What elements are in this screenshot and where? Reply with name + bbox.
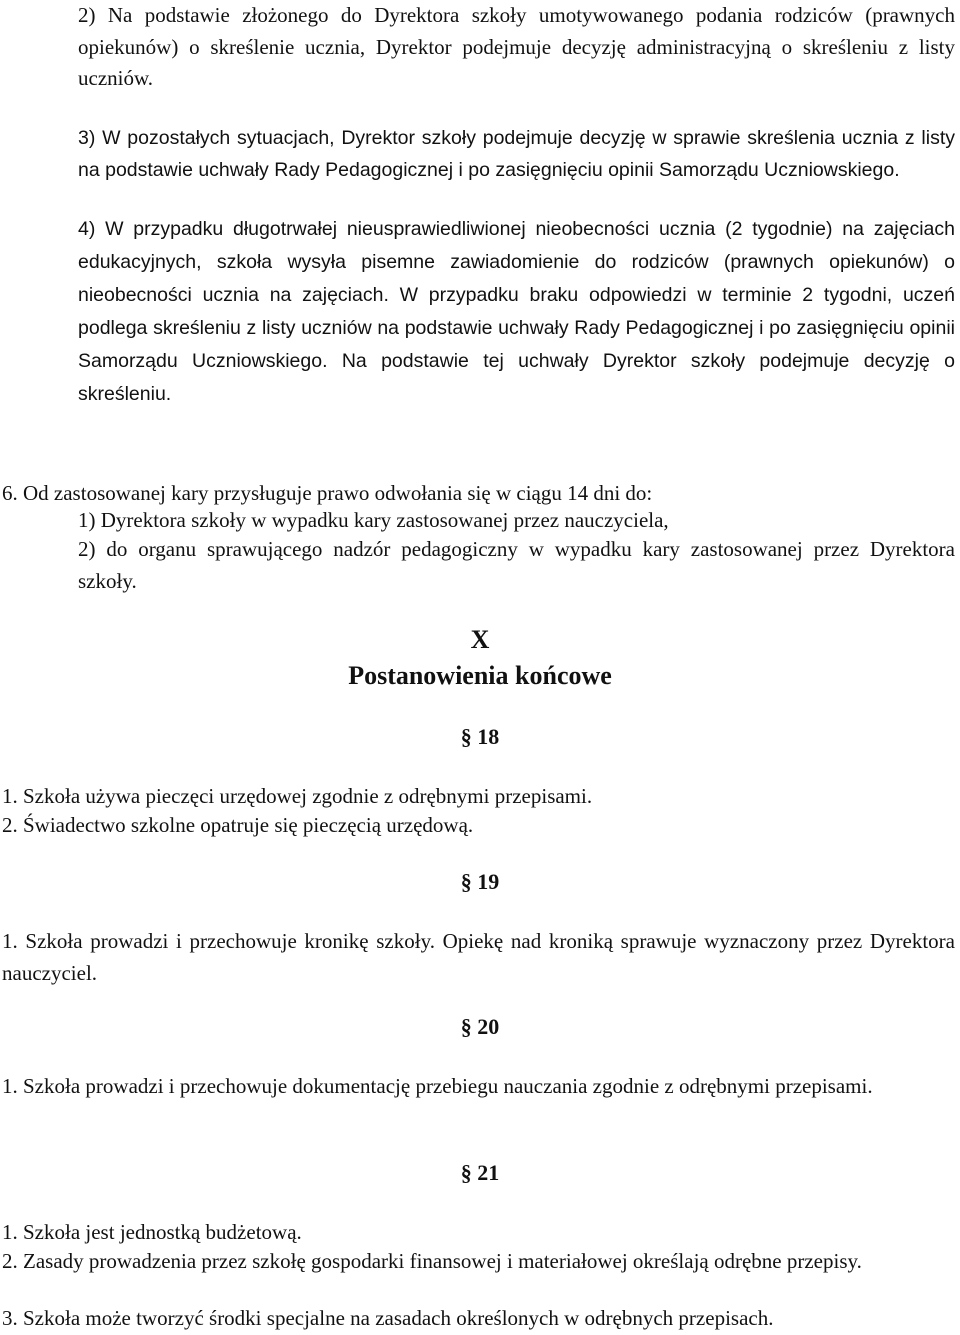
point-6-item-1: 1) Dyrektora szkoły w wypadku kary zastosowanej przez nauczyciela,	[78, 508, 669, 532]
section-19-item-1: 1. Szkoła prowadzi i przechowuje kronikę szkoły. Opiekę nad kroniką sprawuje wyznaczony przez Dyrektora nauczyciel.	[2, 929, 955, 985]
section-18-item-2: 2. Świadectwo szkolne opatruje się pieczęcią urzędową.	[2, 813, 474, 837]
section-21-item-1: 1. Szkoła jest jednostką budżetową.	[2, 1220, 302, 1244]
chapter-title: Postanowienia końcowe	[348, 661, 612, 690]
point-6-item-2: 2) do organu sprawującego nadzór pedagogiczny w wypadku kary zastosowanej przez Dyrektora szkoły.	[78, 537, 955, 593]
section-21-item-3: 3. Szkoła może tworzyć środki specjalne na zasadach określonych w odrębnych przepisach.	[2, 1306, 774, 1330]
point-6-intro: 6. Od zastosowanej kary przysługuje prawo odwołania się w ciągu 14 dni do:	[2, 481, 653, 505]
paragraph-2: 2) Na podstawie złożonego do Dyrektora szkoły umotywowanego podania rodziców (prawnych opiekunów) o skreślenie ucznia, Dyrektor podejmuje decyzję administracyjną o skreśleniu z listy uczniów.	[78, 3, 955, 90]
paragraph-3: 3) W pozostałych sytuacjach, Dyrektor szkoły podejmuje decyzję w sprawie skreślenia ucznia z listy na podstawie uchwały Rady Pedagogicznej i po zasięgnięciu opinii Samorządu Uczniowskiego.	[78, 127, 955, 181]
chapter-number: X	[470, 625, 490, 654]
section-19-heading: § 19	[460, 869, 500, 894]
section-20-item-1: 1. Szkoła prowadzi i przechowuje dokumentację przebiegu nauczania zgodnie z odrębnymi przepisami.	[2, 1074, 873, 1098]
section-21-heading: § 21	[460, 1160, 500, 1185]
paragraph-4: 4) W przypadku długotrwałej nieusprawiedliwionej nieobecności ucznia (2 tygodnie) na zajęciach edukacyjnych, szkoła wysyła pisemne zawiadomienie do rodziców (prawnych opiekunów) o nieobecności ucznia na zajęciach. W przypadku braku odpowiedzi w terminie 2 tygodni, uczeń podlega skreśleniu z listy uczniów na podstawie uchwały Rady Pedagogicznej i po zasięgnięciu opinii Samorządu Uczniowskiego. Na podstawie tej uchwały Dyrektor szkoły podejmuje decyzję o skreśleniu.	[78, 218, 955, 405]
section-21-item-2: 2. Zasady prowadzenia przez szkołę gospodarki finansowej i materiałowej określają odrębne przepisy.	[2, 1249, 862, 1273]
section-18-heading: § 18	[460, 724, 500, 749]
section-20-heading: § 20	[460, 1014, 500, 1039]
section-18-item-1: 1. Szkoła używa pieczęci urzędowej zgodnie z odrębnymi przepisami.	[2, 784, 593, 808]
